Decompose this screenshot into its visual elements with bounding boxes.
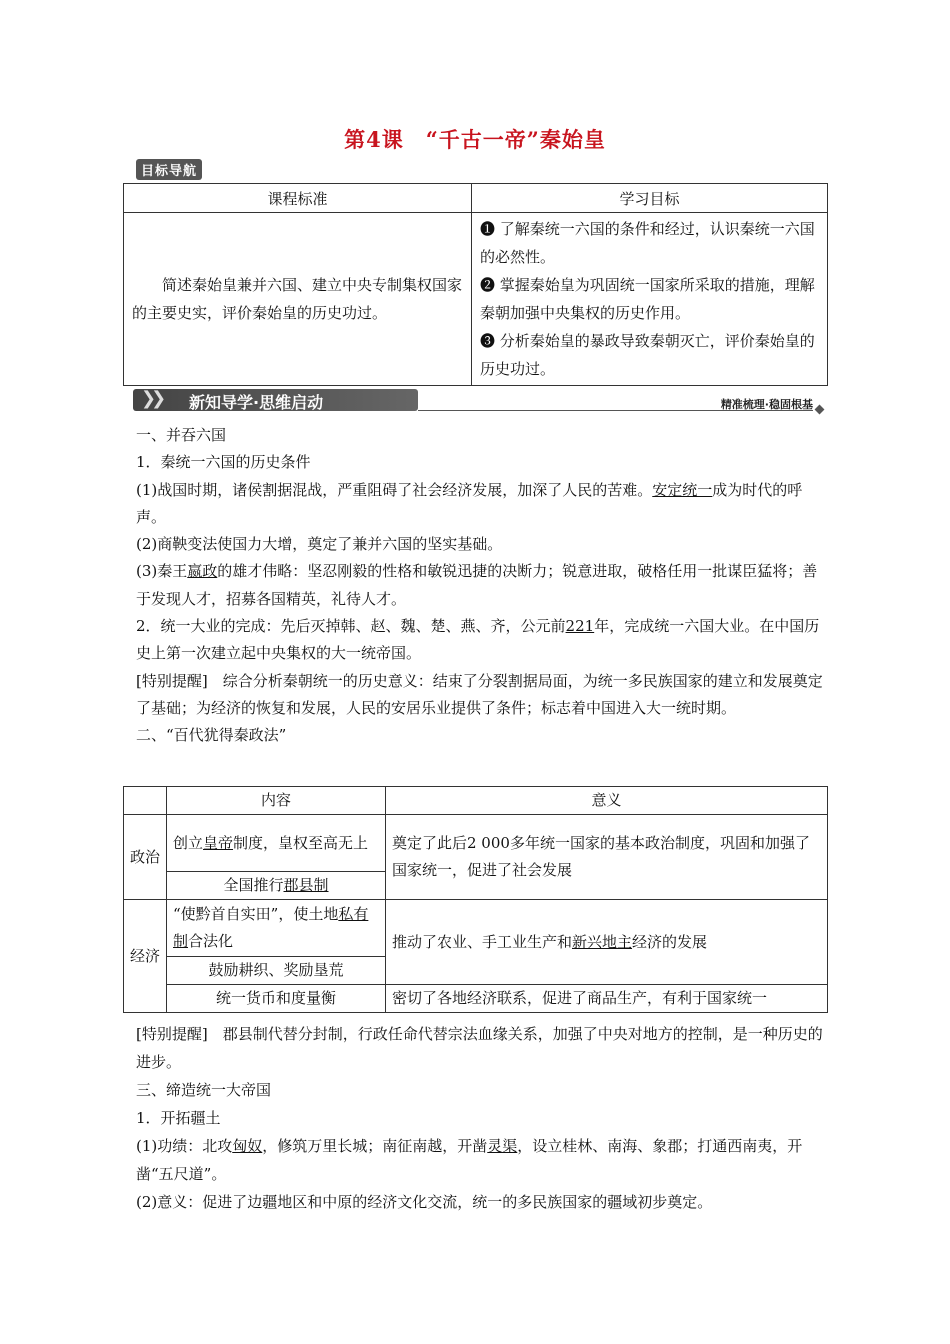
politics-item: 创立皇帝制度，皇权至高无上 [167, 815, 386, 872]
politics-meaning: 奠定了此后2 000多年统一国家的基本政治制度，巩固和加强了国家统一，促进了社会发展 [386, 815, 828, 900]
banner-title: 新知导学·思维启动 [189, 393, 324, 412]
learning-goals-cell [472, 213, 828, 386]
diamond-icon [815, 405, 825, 415]
section-heading: 二、“百代犹得秦政法” [136, 726, 287, 745]
reforms-table [123, 786, 828, 1013]
goals-table [123, 183, 828, 386]
special-tip: [特别提醒] 郡县制代替分封制，行政任命代替宗法血缘关系，加强了中央对地方的控制，是一种历史的进步。 [136, 1025, 823, 1071]
goal-item: ❶ 了解秦统一六国的条件和经过，认识秦统一六国的必然性。 [480, 220, 815, 266]
banner-subtitle: 精准梳理·稳固根基 [720, 398, 813, 411]
goal-navigation-badge: 目标导航 [136, 159, 202, 180]
economy-meaning: 密切了各地经济联系，促进了商品生产，有利于国家统一 [386, 985, 828, 1013]
goal-item: ❷ 掌握秦始皇为巩固统一国家所采取的措施，理解秦朝加强中央集权的历史作用。 [480, 276, 815, 322]
course-standard-text: 简述秦始皇兼并六国、建立中央专制集权国家的主要史实，评价秦始皇的历史功过。 [124, 213, 472, 386]
section-3 [136, 1020, 826, 1216]
subheading: 1．开拓疆土 [136, 1109, 221, 1127]
paragraph: (2)意义：促进了边疆地区和中原的经济文化交流，统一的多民族国家的疆域初步奠定。 [136, 1193, 713, 1211]
header-course-standard: 课程标准 [124, 184, 472, 213]
goal-item: ❸ 分析秦始皇的暴政导致秦朝灭亡，评价秦始皇的历史功过。 [480, 332, 815, 378]
economy-label: 经济 [124, 900, 167, 1013]
section-heading: 三、缔造统一大帝国 [136, 1081, 272, 1099]
paragraph: (1)战国时期，诸侯割据混战，严重阻碍了社会经济发展，加深了人民的苦难。安定统一成为时代的呼声。 [136, 480, 803, 526]
section-1 [136, 422, 826, 750]
economy-meaning: 推动了农业、手工业生产和新兴地主经济的发展 [386, 900, 828, 985]
politics-item: 全国推行郡县制 [167, 872, 386, 900]
section-heading: 一、并吞六国 [136, 426, 227, 444]
chevron-icon: ❯❯ [141, 388, 162, 409]
lesson-title: 第4课 “千古一帝”秦始皇 [344, 127, 606, 152]
header-learning-goals: 学习目标 [472, 184, 828, 213]
header-meaning: 意义 [386, 787, 828, 815]
economy-item: 鼓励耕织、奖励垦荒 [167, 957, 386, 985]
paragraph: 2．统一大业的完成：先后灭掉韩、赵、魏、楚、燕、齐，公元前221年，完成统一六国大业。在中国历史上第一次建立起中央集权的大一统帝国。 [136, 617, 820, 663]
paragraph: (3)秦王嬴政的雄才伟略：坚忍刚毅的性格和敏锐迅捷的决断力；锐意进取，破格任用一批谋臣猛将；善于发现人才，招募各国精英，礼待人才。 [136, 562, 818, 608]
paragraph: (1)功绩：北攻匈奴，修筑万里长城；南征南越，开凿灵渠，设立桂林、南海、象郡；打通西南夷，开凿“五尺道”。 [136, 1137, 803, 1183]
economy-item: 统一货币和度量衡 [167, 985, 386, 1013]
section-banner [133, 386, 823, 414]
header-content: 内容 [167, 787, 386, 815]
special-tip: [特别提醒] 综合分析秦朝统一的历史意义：结束了分裂割据局面，为统一多民族国家的建立和发展奠定了基础；为经济的恢复和发展，人民的安居乐业提供了条件；标志着中国进入大一统时期。 [136, 671, 823, 717]
economy-item: “使黔首自实田”，使土地私有制合法化 [167, 900, 386, 957]
politics-label: 政治 [124, 815, 167, 900]
paragraph: (2)商鞅变法使国力大增，奠定了兼并六国的坚实基础。 [136, 535, 503, 554]
subheading: 1．秦统一六国的历史条件 [136, 453, 311, 472]
